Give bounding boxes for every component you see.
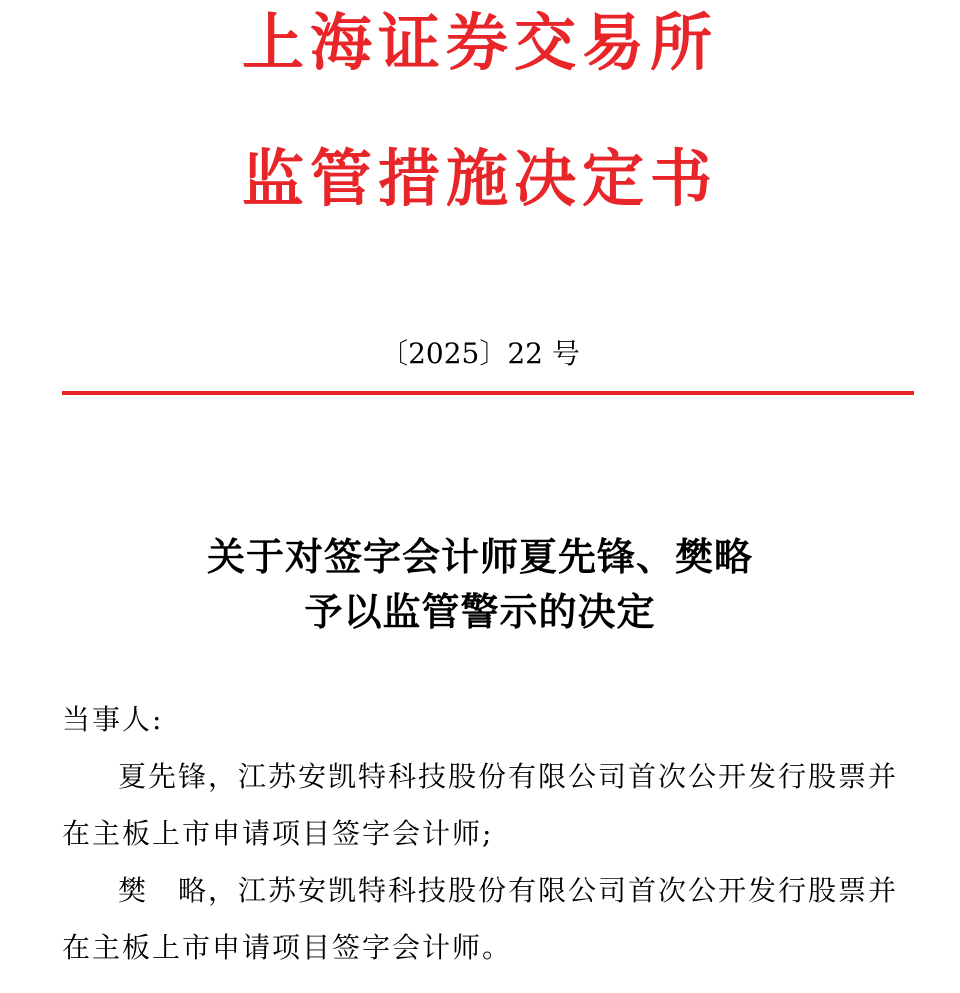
red-divider	[62, 391, 914, 395]
party-1-line-2: 在主板上市申请项目签字会计师;	[62, 817, 494, 850]
document-number: 〔2025〕22 号	[380, 337, 580, 370]
party-1-line-1: 夏先锋，江苏安凯特科技股份有限公司首次公开发行股票并	[118, 760, 899, 793]
subject-title-line-2: 予以监管警示的决定	[304, 589, 656, 634]
parties-label: 当事人:	[62, 703, 164, 736]
subject-title-line-1: 关于对签字会计师夏先锋、樊略	[206, 534, 753, 579]
party-2-line-2: 在主板上市申请项目签字会计师。	[62, 931, 513, 964]
issuer-title: 上海证券交易所	[241, 6, 718, 79]
document-type-title: 监管措施决定书	[241, 142, 718, 215]
party-2-line-1: 樊 略，江苏安凯特科技股份有限公司首次公开发行股票并	[118, 874, 899, 907]
